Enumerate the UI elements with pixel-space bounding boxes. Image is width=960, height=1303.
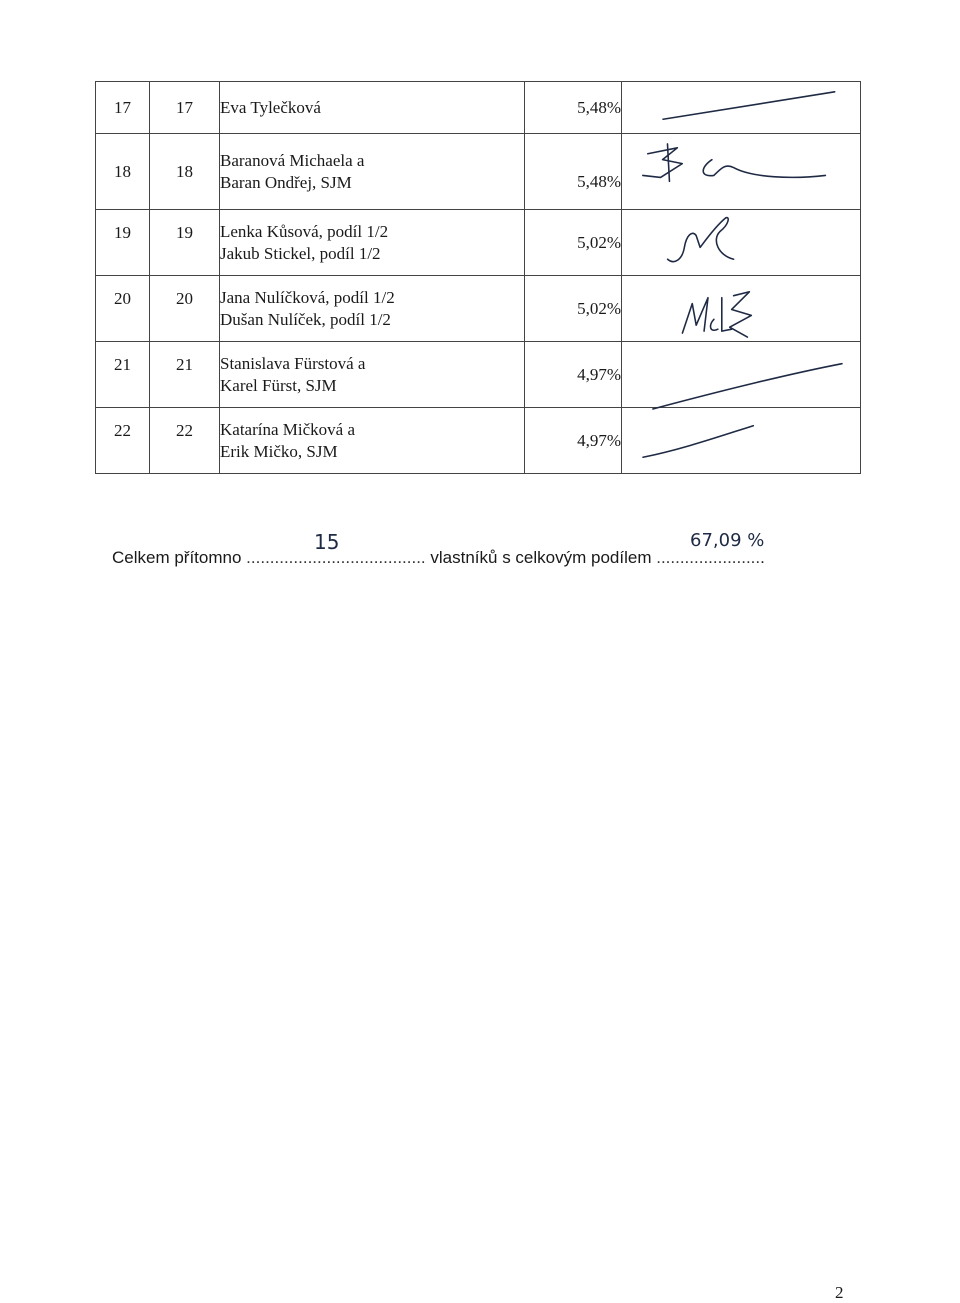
owner-number: 18 bbox=[150, 134, 220, 210]
owner-name: Erik Mičko, SJM bbox=[220, 441, 338, 461]
owners-label: vlastníků s celkovým podílem bbox=[430, 548, 652, 567]
signature-17 bbox=[622, 82, 860, 133]
attendance-summary bbox=[112, 548, 832, 568]
owner-number: 19 bbox=[150, 210, 220, 276]
signature-18 bbox=[622, 134, 860, 209]
owner-share: 5,48% bbox=[525, 82, 622, 134]
signature-22 bbox=[622, 408, 860, 473]
row-number: 21 bbox=[96, 342, 150, 408]
signature-21 bbox=[622, 342, 860, 407]
owner-name: Jakub Stickel, podíl 1/2 bbox=[220, 243, 381, 263]
owner-name: Baran Ondřej, SJM bbox=[220, 172, 352, 192]
table-row bbox=[96, 276, 861, 342]
page-number: 2 bbox=[835, 1283, 844, 1302]
row-number: 19 bbox=[96, 210, 150, 276]
summary-end: . bbox=[760, 548, 765, 567]
owner-names bbox=[220, 342, 525, 408]
owner-names bbox=[220, 408, 525, 474]
signature-cell bbox=[622, 276, 861, 342]
present-label: Celkem přítomno bbox=[112, 548, 242, 567]
owner-share: 4,97% bbox=[525, 342, 622, 408]
owner-names bbox=[220, 82, 525, 134]
owner-number: 22 bbox=[150, 408, 220, 474]
owner-share: 5,02% bbox=[525, 276, 622, 342]
row-number: 17 bbox=[96, 82, 150, 134]
row-number: 18 bbox=[96, 134, 150, 210]
row-number: 20 bbox=[96, 276, 150, 342]
table-row bbox=[96, 408, 861, 474]
owner-share: 5,02% bbox=[525, 210, 622, 276]
owner-name: Lenka Kůsová, podíl 1/2 bbox=[220, 221, 389, 241]
owner-name: Katarína Mičková a bbox=[220, 419, 355, 439]
owner-share: 5,48% bbox=[525, 134, 622, 210]
table-row bbox=[96, 82, 861, 134]
owner-name: Stanislava Fürstová a bbox=[220, 353, 366, 373]
owner-names bbox=[220, 210, 525, 276]
owner-name: Karel Fürst, SJM bbox=[220, 375, 337, 395]
signature-cell bbox=[622, 210, 861, 276]
count-dots: ...................................... bbox=[246, 548, 426, 567]
signature-cell bbox=[622, 134, 861, 210]
owner-number: 21 bbox=[150, 342, 220, 408]
owner-name: Baranová Michaela a bbox=[220, 150, 365, 170]
signature-cell bbox=[622, 408, 861, 474]
signature-cell bbox=[622, 342, 861, 408]
table-row bbox=[96, 342, 861, 408]
owner-names bbox=[220, 276, 525, 342]
owner-number: 17 bbox=[150, 82, 220, 134]
handwritten-count: 15 bbox=[314, 530, 340, 554]
owner-name: Eva Tylečková bbox=[220, 97, 321, 117]
owner-number: 20 bbox=[150, 276, 220, 342]
table-row bbox=[96, 134, 861, 210]
owner-names bbox=[220, 134, 525, 210]
signature-20 bbox=[622, 276, 860, 341]
owners-table bbox=[95, 81, 861, 474]
owner-share: 4,97% bbox=[525, 408, 622, 474]
signature-cell bbox=[622, 82, 861, 134]
table-row bbox=[96, 210, 861, 276]
row-number: 22 bbox=[96, 408, 150, 474]
owner-name: Dušan Nulíček, podíl 1/2 bbox=[220, 309, 391, 329]
handwritten-share: 67,09 % bbox=[690, 530, 765, 551]
signature-19 bbox=[622, 210, 860, 275]
owner-name: Jana Nulíčková, podíl 1/2 bbox=[220, 287, 395, 307]
share-dots: ...................... bbox=[656, 548, 761, 567]
